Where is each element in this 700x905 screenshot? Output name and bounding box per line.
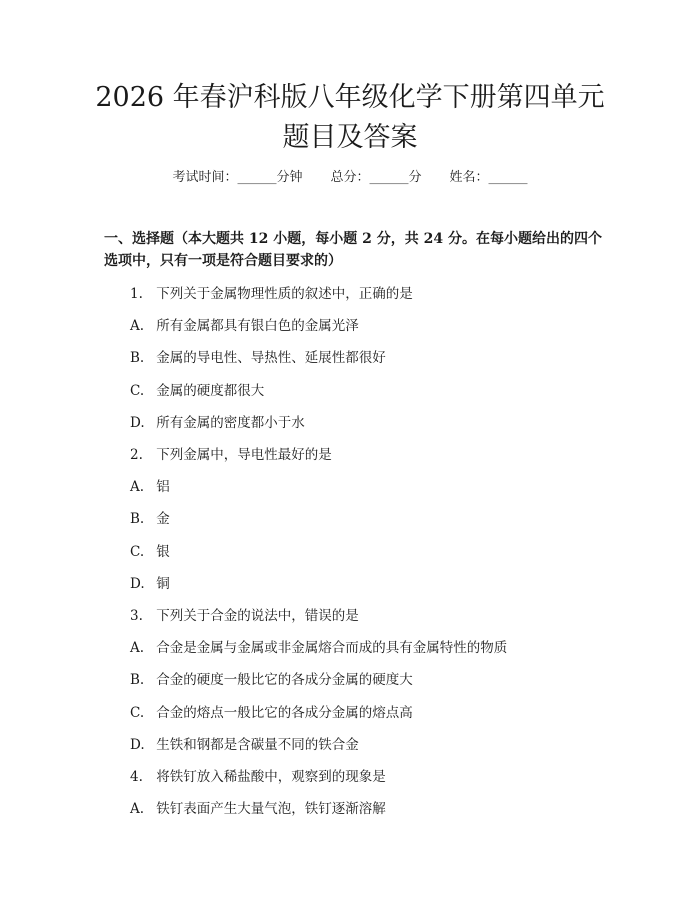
option-text: 合金的熔点一般比它的各成分金属的熔点高	[156, 704, 413, 721]
option-text: 合金是金属与金属或非金属熔合而成的具有金属特性的物质	[156, 640, 508, 657]
answer-option	[130, 413, 305, 433]
option-letter: B.	[130, 511, 145, 528]
option-letter: B.	[130, 672, 145, 689]
option-letter: A.	[130, 479, 145, 496]
question-stem	[130, 767, 386, 787]
option-letter: A.	[130, 318, 145, 335]
option-letter: C.	[130, 382, 145, 399]
option-text: 金属的导电性、导热性、延展性都很好	[156, 350, 386, 367]
option-text: 铝	[156, 479, 170, 496]
answer-option	[130, 316, 359, 336]
answer-option	[130, 477, 170, 497]
section-heading: 一、选择题（本大题共 12 小题，每小题 2 分，共 24 分。在每小题给出的四个选项中，只有一项是符合题目要求的）	[104, 231, 602, 269]
answer-option	[130, 799, 386, 819]
name-field: 姓名：______	[449, 170, 528, 185]
question-text: 下列金属中，导电性最好的是	[156, 447, 332, 463]
question-number: 3.	[130, 608, 143, 624]
exam-time-field: 考试时间：______分钟	[172, 170, 303, 185]
option-letter: A.	[130, 801, 145, 818]
question-number: 2.	[130, 447, 143, 463]
answer-option	[130, 574, 170, 594]
total-score-field: 总分：______分	[330, 170, 422, 185]
option-letter: A.	[130, 640, 145, 657]
option-text: 金	[156, 511, 170, 528]
option-text: 铜	[156, 575, 170, 592]
option-text: 合金的硬度一般比它的各成分金属的硬度大	[156, 672, 413, 689]
option-letter: B.	[130, 350, 145, 367]
option-letter: D.	[130, 414, 145, 431]
question-text: 下列关于合金的说法中，错误的是	[156, 608, 359, 624]
document-title: 2026 年春沪科版八年级化学下册第四单元题目及答案	[95, 82, 605, 153]
option-letter: D.	[130, 736, 145, 753]
option-text: 铁钉表面产生大量气泡，铁钉逐渐溶解	[156, 801, 386, 818]
question-stem	[130, 606, 359, 626]
question-text: 下列关于金属物理性质的叙述中，正确的是	[156, 286, 413, 302]
option-text: 金属的硬度都很大	[156, 382, 265, 399]
question-number: 1.	[130, 286, 143, 302]
answer-option	[130, 670, 413, 690]
answer-option	[130, 509, 170, 529]
answer-option	[130, 348, 386, 368]
option-text: 所有金属都具有银白色的金属光泽	[156, 318, 359, 335]
answer-option	[130, 703, 413, 723]
option-letter: C.	[130, 543, 145, 560]
option-text: 银	[156, 543, 170, 560]
option-text: 生铁和钢都是含碳量不同的铁合金	[156, 736, 359, 753]
answer-option	[130, 542, 170, 562]
question-stem	[130, 284, 413, 304]
exam-meta-line	[0, 168, 700, 188]
option-letter: D.	[130, 575, 145, 592]
option-text: 所有金属的密度都小于水	[156, 414, 305, 431]
question-stem	[130, 445, 332, 465]
answer-option	[130, 735, 359, 755]
question-text: 将铁钉放入稀盐酸中，观察到的现象是	[156, 769, 386, 785]
option-letter: C.	[130, 704, 145, 721]
answer-option	[130, 638, 507, 658]
question-number: 4.	[130, 769, 143, 785]
answer-option	[130, 381, 264, 401]
